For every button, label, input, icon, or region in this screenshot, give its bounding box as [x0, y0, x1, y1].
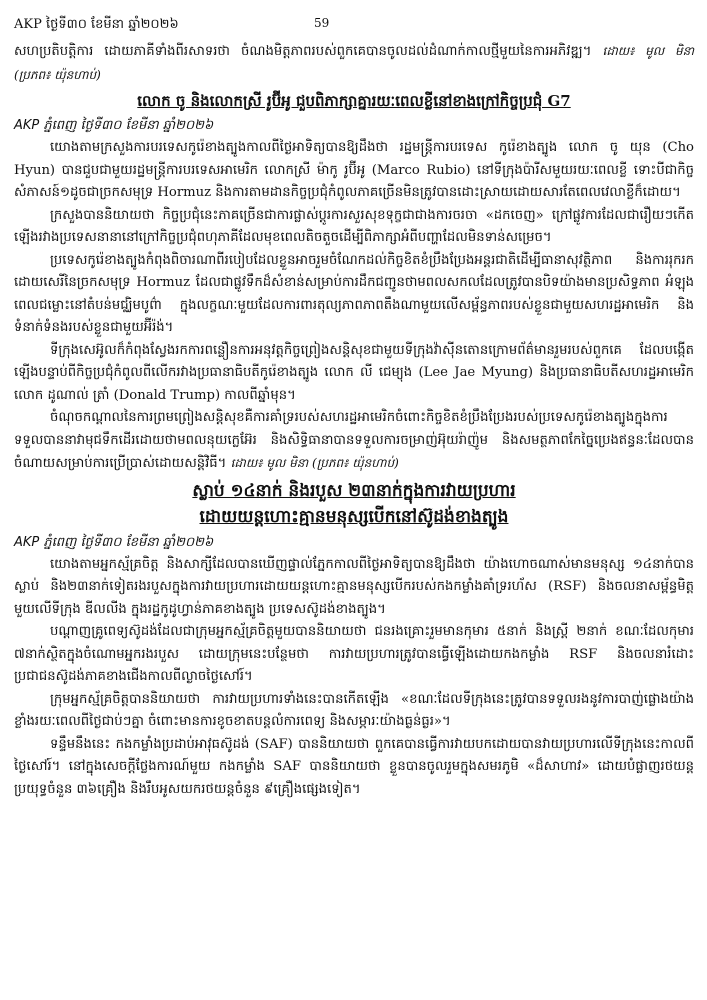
- article1-paragraph-last: [14, 407, 694, 476]
- article2-headline-line1: ស្លាប់ ១៤នាក់ និងរបួស ២៣នាក់ក្នុងការវាយប្រហារ: [192, 480, 516, 501]
- prev-article-credit: ដោយ៖ មូល មិនា (ប្រភព៖ យ៉ុនហាប់): [14, 44, 694, 82]
- article2-paragraph: ក្រុមអ្នកស្ម័គ្រចិត្តបាននិយាយថា ការវាយប្រហារទាំងនេះបានកើតឡើង «ខណៈដែលទីក្រុងនេះត្រូវបានទទួលរងនូវការបាញ់ផ្លោងយ៉ាងខ្លាំងរយៈពេលពីថ្ងៃជាប់ៗគ្នា ចំពោះមានការខូចខាតបន្តលំការពេទ្យ និងសម្ភារៈយ៉ាងធ្ងន់ធ្ងរ»។: [14, 691, 694, 729]
- article1-dateline: AKP ភ្នំពេញ ថ្ងៃទី៣០ ខែមីនា ឆ្នាំ២០២៦: [14, 118, 214, 133]
- article1-paragraph: យោងតាមក្រសួងការបរទេសកូរ៉េខាងត្បូងកាលពីថ្ងៃអាទិត្យបានឱ្យដឹងថា រដ្ឋមន្ត្រីការបរទេស កូរ៉េខាងត្បូង លោក ចូ យុន (Cho Hyun) បានជួបជាមួយរដ្ឋមន្ត្រីការបរទេសអាមេរិក លោកស្រី ម៉ាកូ រូប៊ីអូ (Marco Rubio) នៅទីក្រុងប៉ារីសមួយរយៈពេលខ្លី ទោះបីជាកិច្ចសំភាសន៍១ដូចជាច្រកសមុទ្រ Hormuz និងការតាមដានកិច្ចប្រជុំកំពូលភាគច្រើនមិនត្រូវបានដោះស្រាយដោយសារតែពេលវេលាខ្លីក៏ដោយ។: [14, 140, 694, 200]
- article1-paragraph: ទីក្រុងសេអ៊ូលក៏កំពុងស្វែងរកការពន្លឿនការអនុវត្តកិច្ចព្រៀងសន្តិសុខជាមួយទីក្រុងវ៉ាស៊ីនតោនក្រោមព័ត៌មានរួមរបស់ពួកគេ ដែលបង្កើតឡើងបន្ទាប់ពីកិច្ចប្រជុំកំពូលពីលើករវាងប្រធានាធិបតីកូរ៉េខាងត្បូង លោក លី ជេម្យុង (Lee Jae Myung) និងប្រធានាធិបតីសហរដ្ឋអាមេរិក លោក ដូណាល់ ត្រាំ (Donald Trump) កាលពីឆ្នាំមុន។: [14, 342, 694, 403]
- article1-credit: ដោយ៖ មូល មិនា (ប្រភព៖ យ៉ុនហាប់): [230, 456, 399, 470]
- prev-article-body: សហប្រតិបត្តិការ ដោយភាគីទាំងពីរសាទរថា ចំណងមិត្តភាពរបស់ពួកគេបានចូលដល់ដំណាក់កាលថ្មីមួយនៃការអភិវឌ្ឍ។: [14, 44, 592, 59]
- article1-headline: លោក ចូ និងលោកស្រី រូប៊ីអូ ជួបពិភាក្សាគ្នារយៈពេលខ្លីនៅខាងក្រៅកិច្ចប្រជុំ G7: [137, 92, 571, 110]
- article2-paragraph: យោងតាមអ្នកស្ម័គ្រចិត្ត និងសាក្សីដែលបានឃើញផ្ទាល់ភ្នែកកាលពីថ្ងៃអាទិត្យបានឱ្យដឹងថា យ៉ាងហោចណាស់មានមនុស្ស ១៤នាក់បានស្លាប់ និង២៣នាក់ទៀតរងរបួសក្នុងការវាយប្រហារដោយយន្តហោះគ្មានមនុស្សបើករបស់កងកម្លាំងគាំទ្ររហ័ស (RSF) និងចលនាសម្ព័ន្ធមិត្តមួយលើទីក្រុង ឌីលលីង ក្នុងរដ្ឋកូដូហ្វាន់ភាគខាងត្បូង ប្រទេសស៊ូដង់ខាងត្បូង។: [14, 556, 694, 617]
- article1-paragraph: ក្រសួងបាននិយាយថា កិច្ចប្រជុំនេះភាគច្រើនជាការផ្លាស់ប្តូរការសួរសុខទុក្ខជាជាងការចរចា «ដកចេញ» ក្រៅផ្លូវការដែលជារឿយៗកើតឡើងរវាងប្រទេសនានានៅក្រៅកិច្ចប្រជុំពហុភាគីដែលមុខពេលតិចតួចដើម្បីពិភាក្សាអំពីបញ្ហាដែលមិនទាន់សម្រេច។: [14, 207, 694, 245]
- article2-dateline: AKP ភ្នំពេញ ថ្ងៃទី៣០ ខែមីនា ឆ្នាំ២០២៦: [14, 534, 214, 550]
- page-header: [14, 10, 694, 36]
- page-number: 59: [314, 16, 330, 30]
- prev-article-text: [14, 40, 694, 87]
- header-date: AKP ថ្ងៃទី៣០ ខែមីនា ឆ្នាំ២០២៦: [14, 17, 179, 32]
- article2-headline-line2: ដោយយន្តហោះគ្មានមនុស្សបើកនៅស៊ូដង់ខាងត្បូង: [199, 506, 509, 527]
- article2-headline: [14, 478, 694, 530]
- document-page: [14, 10, 694, 801]
- article2-paragraph: ទន្ទឹមនឹងនេះ កងកម្លាំងប្រដាប់អាវុធស៊ូដង់ (SAF) បាននិយាយថា ពួកគេបានធ្វើការវាយបកដោយបានវាយប្រហារលើទីក្រុងនេះកាលពីថ្ងៃសៅរ៍។ នៅក្នុងសេចក្តីថ្លែងការណ៍មួយ កងកម្លាំង SAF បាននិយាយថា ខ្លួនបានចូលរួមក្នុងសមរភូមិ «ដ៏សាហាវ» ដោយបំផ្លាញរថយន្តប្រយុទ្ធចំនួន ៣៦គ្រឿង និងរឹបអូសយករថយន្តចំនួន ៩គ្រឿងផ្សេងទៀត។: [14, 736, 694, 797]
- article1-paragraph-body: ចំណុចកណ្តាលនៃការព្រមព្រៀងសន្តិសុខគឺការគាំទ្ររបស់សហរដ្ឋអាមេរិកចំពោះកិច្ចខិតខំប្រឹងប្រែងរបស់ប្រទេសកូរ៉េខាងត្បូងក្នុងការទទួលបាននាវាមុជទឹកដើរដោយថាមពលនុយក្លេអ៊ែរ និងសិទ្ធិធានាបានទទួលការចម្រាញ់អ៊ុយរ៉ាញ៉ូម និងសមត្ថភាពកែច្នៃប្រេងឥន្ធនៈដែលបានចំណាយសម្រាប់ការប្រើប្រាស់ដោយសន្តិវិធី។: [14, 410, 694, 471]
- article1-paragraph: ប្រទេសកូរ៉េខាងត្បូងកំពុងពិចារណាពីរបៀបដែលខ្លួនអាចរួមចំណែកដល់កិច្ចខិតខំប្រឹងប្រែងអន្តរជាតិដើម្បីធានាសុវត្ថិភាព និងការរុករកដោយសេរីនៃច្រកសមុទ្រ Hormuz ដែលជាផ្លូវទឹកដ៏សំខាន់សម្រាប់ការដឹកជញ្ជូនថាមពលសកលដែលត្រូវបានបិទយ៉ាងមានប្រសិទ្ធភាព អំឡុងពេលជម្លោះនៅតំបន់មជ្ឈិមបូព៌ា ក្នុងលក្ខណៈមួយដែលការពារតុល្យភាពភាពតឹងណាមួយលើសម្ព័ន្ធភាពរបស់ខ្លួនជាមួយសហរដ្ឋអាមេរិក និងទំនាក់ទំនងរបស់ខ្លួនជាមួយអ៊ីរ៉ង់។: [14, 252, 694, 335]
- article2-paragraph: បណ្តាញគ្រូពេទ្យស៊ូដង់ដែលជាក្រុមអ្នកស្ម័គ្រចិត្តមួយបាននិយាយថា ជនរងគ្រោះរួមមានកុមារ ៥នាក់ និងស្ត្រី ២នាក់ ខណៈដែលកុមារ ៧នាក់ស្ថិតក្នុងចំណោមអ្នករងរបួស ដោយក្រុមនេះបន្ថែមថា ការវាយប្រហារត្រូវបានធ្វើឡើងដោយកងកម្លាំង RSF និងចលនារំដោះប្រជាជនស៊ូដង់ភាគខាងជើងកាលពីល្ងាចថ្ងៃសៅរ៍។: [14, 624, 694, 684]
